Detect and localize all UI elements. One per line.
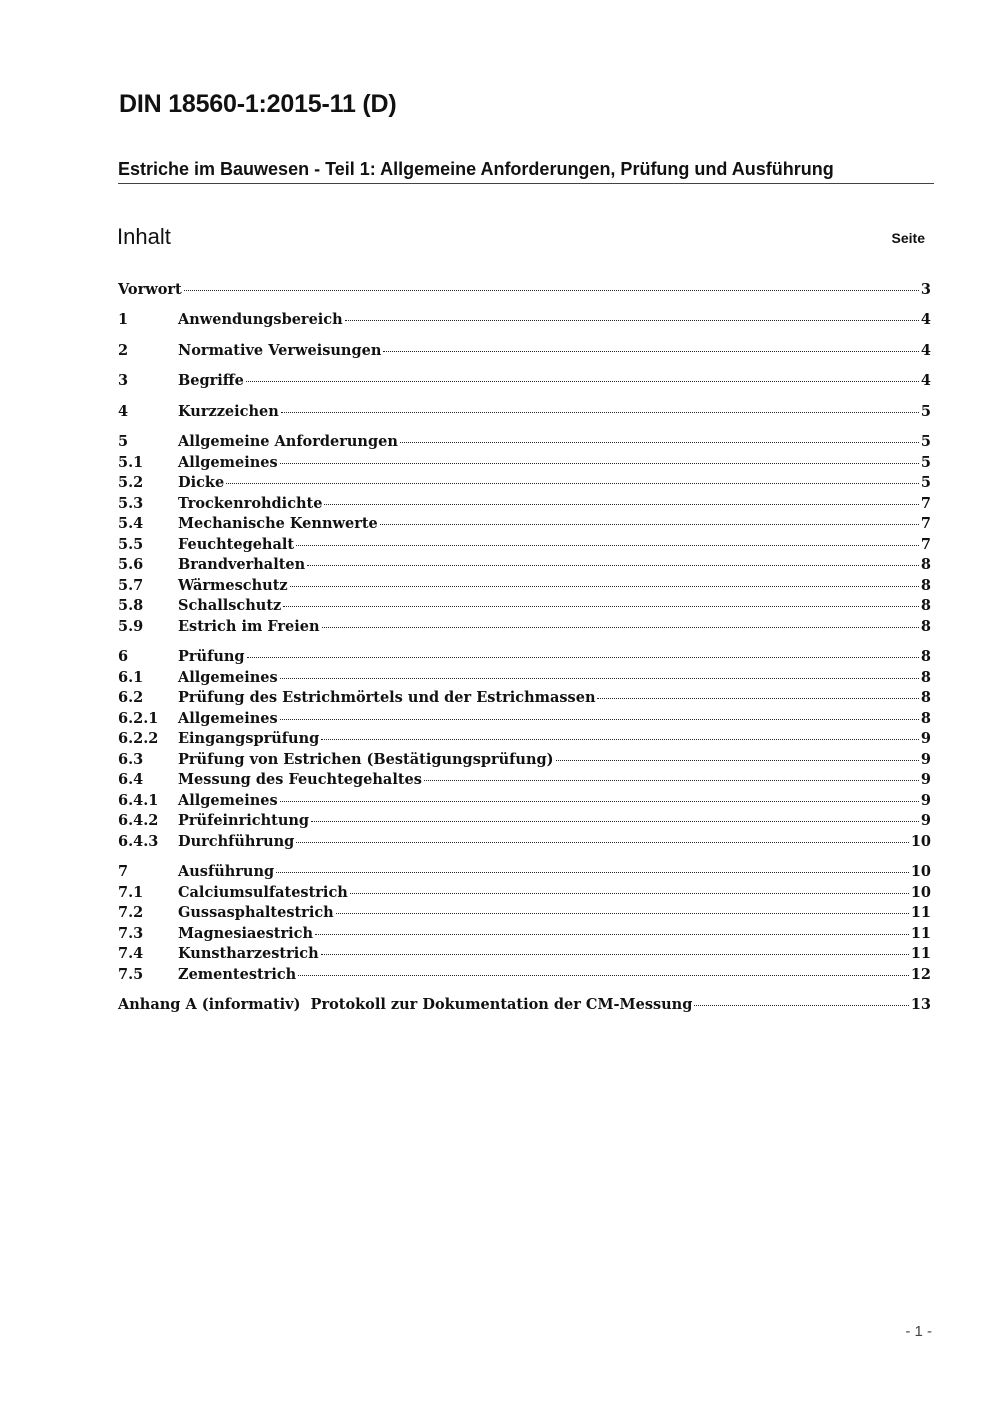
toc-entry-title: Normative Verweisungen: [178, 342, 382, 359]
toc-entry-page: 4: [920, 311, 931, 328]
toc-entry-title: Allgemeines: [178, 669, 278, 686]
toc-entry-title: Calciumsulfatestrich: [178, 884, 348, 901]
toc-entry-page: 3: [920, 281, 931, 298]
toc-entry-page: 8: [920, 669, 931, 686]
toc-entry[interactable]: [118, 924, 931, 944]
toc-entry[interactable]: [118, 903, 931, 923]
toc-entry[interactable]: [118, 791, 931, 811]
toc-entry[interactable]: [118, 668, 931, 688]
toc-entry[interactable]: [118, 555, 931, 575]
toc-entry-title: Anwendungsbereich: [178, 311, 343, 328]
toc-leader: [400, 442, 919, 443]
toc-entry-number: 4: [118, 403, 129, 420]
toc-entry-page: 8: [920, 597, 931, 614]
toc-entry-page: 10: [910, 884, 931, 901]
toc-leader: [280, 719, 919, 720]
toc-entry-number: 6.4.3: [118, 833, 159, 850]
toc-entry-page: 8: [920, 577, 931, 594]
toc-entry-page: 12: [910, 966, 931, 983]
toc-leader: [247, 657, 919, 658]
toc-entry-page: 9: [920, 792, 931, 809]
toc-entry-page: 5: [920, 403, 931, 420]
toc-entry-page: 8: [920, 618, 931, 635]
page-number: - 1 -: [905, 1323, 932, 1340]
toc-entry[interactable]: [118, 770, 931, 790]
toc-entry-page: 13: [910, 996, 931, 1013]
toc-entry-number: 6.4: [118, 771, 144, 788]
toc-entry-page: 4: [920, 342, 931, 359]
toc-entry-number: 2: [118, 342, 129, 359]
toc-entry-page: 8: [920, 556, 931, 573]
toc-entry-title: Kurzzeichen: [178, 403, 279, 420]
toc-entry-title: Prüfung: [178, 648, 245, 665]
toc-entry[interactable]: [118, 514, 931, 534]
toc-entry-number: 7.5: [118, 966, 144, 983]
toc-leader: [321, 739, 919, 740]
toc-entry-page: 9: [920, 751, 931, 768]
toc-entry-title: Anhang A (informativ) Protokoll zur Dokumentation der CM-Messung: [118, 996, 693, 1013]
toc-entry-title: Durchführung: [178, 833, 295, 850]
toc-entry-title: Feuchtegehalt: [178, 536, 295, 553]
toc-entry-number: 5.5: [118, 536, 144, 553]
toc-entry-page: 7: [920, 536, 931, 553]
toc-entry[interactable]: [118, 617, 931, 637]
toc-entry[interactable]: [118, 688, 931, 708]
toc-entry-number: 7.1: [118, 884, 144, 901]
toc-entry-title: Allgemeine Anforderungen: [178, 433, 398, 450]
toc-entry-title: Zementestrich: [178, 966, 297, 983]
toc-entry-title: Eingangsprüfung: [178, 730, 320, 747]
toc-entry-page: 10: [910, 863, 931, 880]
toc-entry-number: 6.4.1: [118, 792, 159, 809]
toc-entry-number: 1: [118, 311, 129, 328]
toc-entry-title: Estrich im Freien: [178, 618, 320, 635]
toc-entry-title: Prüfung von Estrichen (Bestätigungsprüfung): [178, 751, 554, 768]
toc-entry-page: 7: [920, 515, 931, 532]
toc-entry-title: Begriffe: [178, 372, 244, 389]
toc-entry-page: 9: [920, 730, 931, 747]
toc-entry-page: 5: [920, 454, 931, 471]
toc-entry-page: 8: [920, 710, 931, 727]
toc-leader: [345, 320, 919, 321]
toc-entry[interactable]: [118, 535, 931, 555]
toc-entry-page: 10: [910, 833, 931, 850]
toc-entry[interactable]: [118, 494, 931, 514]
toc-entry-title: Wärmeschutz: [178, 577, 288, 594]
toc-leader: [298, 975, 909, 976]
toc-entry[interactable]: [118, 310, 931, 330]
toc-entry-number: 6.3: [118, 751, 144, 768]
toc-entry-number: 6.2.2: [118, 730, 159, 747]
toc-entry-page: 11: [910, 904, 931, 921]
toc-entry[interactable]: [118, 862, 931, 882]
toc-leader: [296, 842, 909, 843]
toc-leader: [383, 351, 919, 352]
toc-entry-title: Trockenrohdichte: [178, 495, 323, 512]
toc-entry-number: 3: [118, 372, 129, 389]
toc-leader: [226, 483, 919, 484]
toc-entry-page: 11: [910, 925, 931, 942]
document-title: DIN 18560-1:2015-11 (D): [119, 90, 397, 118]
toc-entry-number: 6.1: [118, 669, 144, 686]
toc-entry[interactable]: [118, 432, 931, 452]
toc-entry-title: Magnesiaestrich: [178, 925, 314, 942]
toc-entry-page: 8: [920, 689, 931, 706]
toc-entry-number: 5.4: [118, 515, 144, 532]
toc-entry[interactable]: [118, 709, 931, 729]
toc-entry-number: 5.1: [118, 454, 144, 471]
toc-leader: [184, 290, 919, 291]
toc-entry-page: 5: [920, 433, 931, 450]
toc-leader: [276, 872, 909, 873]
toc-leader: [246, 381, 919, 382]
toc-entry[interactable]: [118, 280, 931, 300]
toc-entry-title: Mechanische Kennwerte: [178, 515, 378, 532]
toc-leader: [380, 524, 919, 525]
toc-entry-title: Brandverhalten: [178, 556, 306, 573]
toc-entry-title: Dicke: [178, 474, 225, 491]
toc-entry[interactable]: [118, 371, 931, 391]
toc-entry-number: 5: [118, 433, 129, 450]
toc-leader: [281, 412, 919, 413]
toc-entry[interactable]: [118, 832, 931, 852]
toc-entry-page: 11: [910, 945, 931, 962]
toc-leader: [307, 565, 919, 566]
toc-entry-number: 6.2.1: [118, 710, 159, 727]
toc-entry[interactable]: [118, 965, 931, 985]
toc-entry[interactable]: [118, 576, 931, 596]
toc-entry-number: 5.8: [118, 597, 144, 614]
toc-entry[interactable]: [118, 944, 931, 964]
toc-entry[interactable]: [118, 995, 931, 1015]
toc-leader: [315, 934, 909, 935]
toc-heading: Inhalt: [117, 224, 171, 249]
toc-entry-title: Messung des Feuchtegehaltes: [178, 771, 422, 788]
toc-leader: [597, 698, 918, 699]
toc-leader: [336, 913, 909, 914]
toc-entry-page: 9: [920, 812, 931, 829]
toc-leader: [556, 760, 919, 761]
toc-leader: [283, 606, 919, 607]
toc-entry-title: Allgemeines: [178, 710, 278, 727]
toc-leader: [322, 627, 919, 628]
toc-entry-number: 5.7: [118, 577, 144, 594]
toc-entry-page: 7: [920, 495, 931, 512]
toc-entry-page: 5: [920, 474, 931, 491]
toc-leader: [280, 678, 919, 679]
toc-entry[interactable]: [118, 811, 931, 831]
toc-entry-page: 4: [920, 372, 931, 389]
toc-entry[interactable]: [118, 729, 931, 749]
toc-entry-number: 7.2: [118, 904, 144, 921]
toc-entry[interactable]: [118, 883, 931, 903]
toc-entry-title: Vorwort: [118, 281, 182, 298]
toc-entry[interactable]: [118, 453, 931, 473]
toc-entry-title: Prüfung des Estrichmörtels und der Estrichmassen: [178, 689, 596, 706]
toc-entry-title: Ausführung: [178, 863, 275, 880]
toc-leader: [311, 821, 919, 822]
toc-entry-number: 6: [118, 648, 129, 665]
toc-leader: [280, 801, 919, 802]
toc-entry-title: Prüfeinrichtung: [178, 812, 310, 829]
toc-entry-title: Allgemeines: [178, 454, 278, 471]
toc-leader: [350, 893, 909, 894]
toc-entry[interactable]: [118, 473, 931, 493]
toc-leader: [296, 545, 919, 546]
toc-entry[interactable]: [118, 750, 931, 770]
toc-entry-number: 5.9: [118, 618, 144, 635]
toc-entry-number: 7.3: [118, 925, 144, 942]
toc-entry-number: 7.4: [118, 945, 144, 962]
toc-entry-page: 9: [920, 771, 931, 788]
toc-entry[interactable]: [118, 402, 931, 422]
toc-leader: [321, 954, 909, 955]
toc-entry-number: 5.6: [118, 556, 144, 573]
toc-entry[interactable]: [118, 341, 931, 361]
toc-entry-title: Gussasphaltestrich: [178, 904, 334, 921]
toc-entry[interactable]: [118, 596, 931, 616]
toc-entry-number: 6.2: [118, 689, 144, 706]
toc-leader: [424, 780, 919, 781]
toc-entry-title: Allgemeines: [178, 792, 278, 809]
toc-entry-page: 8: [920, 648, 931, 665]
toc-leader: [694, 1005, 908, 1006]
toc-entry-number: 6.4.2: [118, 812, 159, 829]
toc-leader: [290, 586, 919, 587]
toc-entry-number: 7: [118, 863, 129, 880]
toc-page-column-label: Seite: [891, 230, 925, 246]
toc-entry-number: 5.3: [118, 495, 144, 512]
toc-leader: [324, 504, 918, 505]
toc-entry-title: Kunstharzestrich: [178, 945, 319, 962]
toc-leader: [280, 463, 919, 464]
toc-entry[interactable]: [118, 647, 931, 667]
toc-entry-title: Schallschutz: [178, 597, 282, 614]
document-subtitle: Estriche im Bauwesen - Teil 1: Allgemeine Anforderungen, Prüfung und Ausführung: [118, 159, 934, 184]
toc-entry-number: 5.2: [118, 474, 144, 491]
